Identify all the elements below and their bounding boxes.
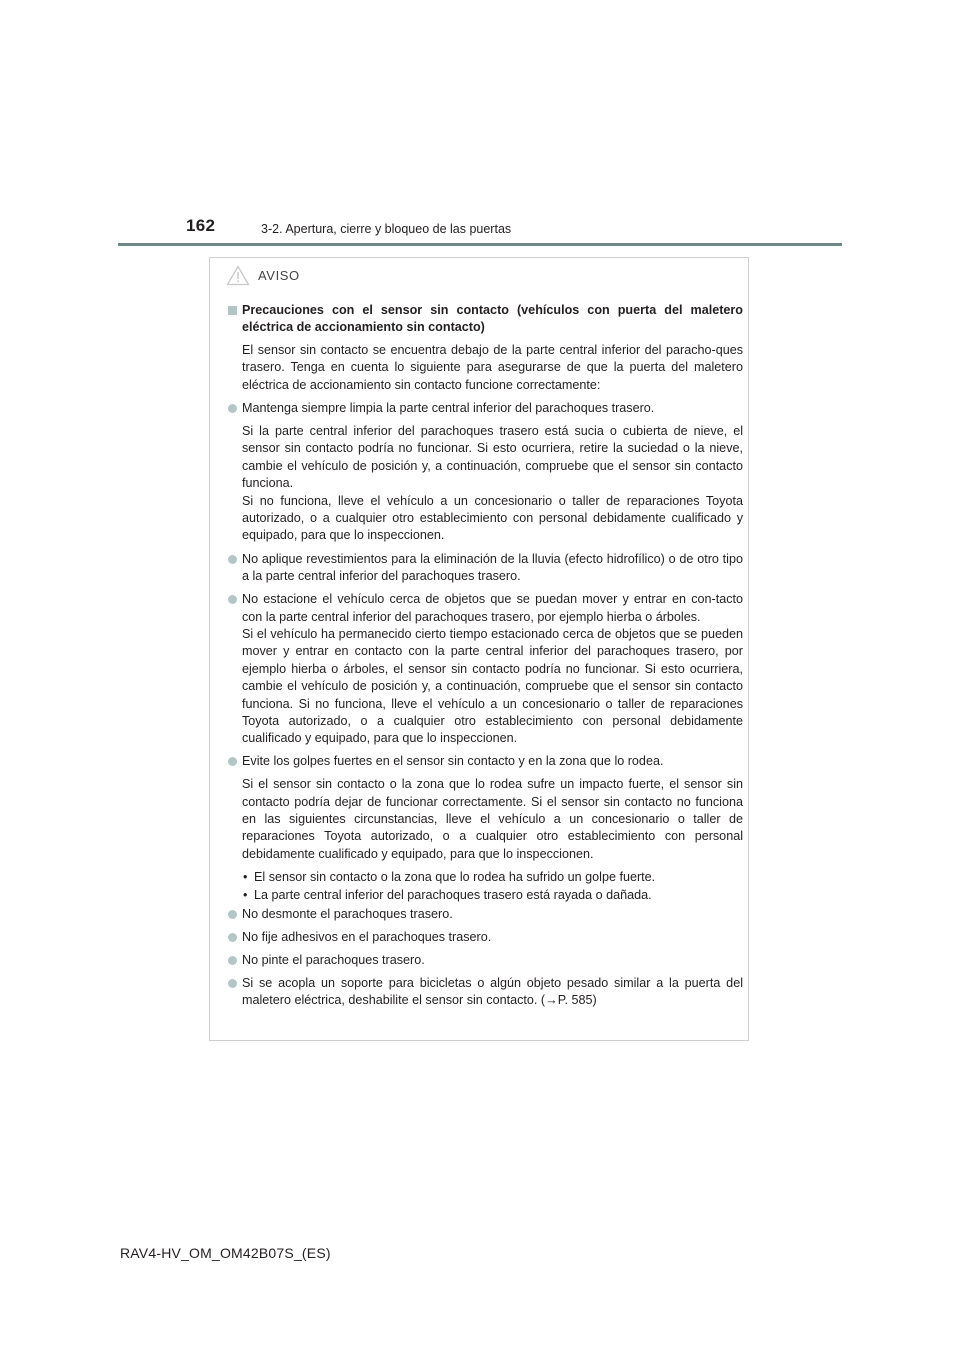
warning-triangle-icon: [226, 265, 250, 286]
warning-header: [226, 265, 300, 286]
page-reference[interactable]: P. 585): [557, 993, 597, 1008]
warning-box: [209, 257, 749, 1041]
circle-bullet-icon: [228, 404, 237, 413]
list-item: [228, 591, 743, 748]
list-item-text: Mantenga siempre limpia la parte central inferior del parachoques trasero.: [242, 401, 655, 416]
list-item-text: No fije adhesivos en el parachoques trasero.: [242, 929, 492, 944]
section-title: 3-2. Apertura, cierre y bloqueo de las puertas: [261, 222, 512, 236]
sub-list-item: • El sensor sin contacto o la zona que lo rodea ha sufrido un golpe fuerte.: [242, 869, 743, 886]
list-item: [228, 952, 743, 969]
detail-paragraph: Si el sensor sin contacto o la zona que lo rodea sufre un impacto fuerte, el sensor sin contacto podría dejar de funcionar correctamente. Si el sensor sin contacto no funciona en las siguientes circunstancias, lleve el vehículo a un concesionario o taller de reparaciones Toyota autorizado, o a cualquier otro establecimiento con personal debidamente cualificado y equipado, para que lo inspeccionen.: [242, 777, 743, 861]
list-item: [228, 551, 743, 586]
list-item-text: No aplique revestimientos para la eliminación de la lluvia (efecto hidrofílico) o de otro tipo a la parte central inferior del parachoques trasero.: [242, 551, 743, 584]
warning-label: AVISO: [258, 268, 300, 283]
list-item-detail: [228, 776, 743, 863]
circle-bullet-icon: [228, 956, 237, 965]
header-rule: [118, 243, 842, 246]
circle-bullet-icon: [228, 757, 237, 766]
list-item-text: No estacione el vehículo cerca de objetos que se puedan mover y entrar en con-tacto con la parte central inferior del parachoques trasero, por ejemplo hierba o árboles.: [242, 592, 743, 624]
list-item-text: No pinte el parachoques trasero.: [242, 952, 425, 967]
detail-paragraph: Si la parte central inferior del parachoques trasero está sucia o cubierta de nieve, el sensor sin contacto podría no funcionar. Si esto ocurriera, retire la suciedad o la nieve, cambie el vehículo de posición y, a continuación, compruebe que el sensor sin contacto funciona.: [242, 423, 743, 491]
sub-list: [228, 869, 743, 904]
detail-paragraph: Si no funciona, lleve el vehículo a un concesionario o taller de reparaciones Toyota autorizado, o a cualquier otro establecimiento con personal debidamente cualificado y equipado, para que lo inspeccionen.: [242, 493, 743, 543]
manual-code: RAV4-HV_OM_OM42B07S_(ES): [120, 1245, 331, 1261]
circle-bullet-icon: [228, 933, 237, 942]
warning-heading: [228, 302, 743, 337]
list-item-detail: [228, 423, 743, 545]
warning-content: [228, 302, 743, 1015]
list-item-text: Si se acopla un soporte para bicicletas o algún objeto pesado similar a la puerta del maletero eléctrica, deshabilite el sensor sin contacto. (: [242, 975, 743, 1008]
page-reference-arrow-icon: →: [545, 993, 558, 1008]
list-item: [228, 753, 743, 770]
list-item-text: No desmonte el parachoques trasero.: [242, 907, 453, 921]
circle-bullet-icon: [228, 555, 237, 564]
list-item-text: Evite los golpes fuertes en el sensor sin contacto y en la zona que lo rodea.: [242, 754, 664, 769]
list-item: [228, 929, 743, 946]
circle-bullet-icon: [228, 595, 237, 604]
circle-bullet-icon: [228, 979, 237, 988]
page-number: 162: [186, 216, 216, 235]
list-item-text: Si el vehículo ha permanecido cierto tiempo estacionado cerca de objetos que se pueden mover y entrar en contacto con la parte central inferior del parachoques trasero, por ejemplo hierba o árboles, el sensor sin contacto podría no funcionar. Si esto ocurriera, cambie el vehículo de posición y, a continuación, compruebe que el sensor sin contacto funciona. Si no funciona, lleve el vehículo a un concesionario o taller de reparaciones Toyota autorizado, o a cualquier otro establecimiento con personal debidamente cualificado y equipado, para que lo inspeccionen.: [242, 626, 743, 746]
list-item: [228, 400, 743, 417]
list-item: [228, 975, 743, 1010]
list-item: [228, 906, 743, 923]
circle-bullet-icon: [228, 910, 237, 919]
sub-list-item: • La parte central inferior del parachoques trasero está rayada o dañada.: [242, 887, 743, 904]
square-bullet-icon: [228, 306, 237, 315]
intro-paragraph: El sensor sin contacto se encuentra debajo de la parte central inferior del paracho-ques trasero. Tenga en cuenta lo siguiente para asegurarse de que la puerta del maletero eléctrica de accionamiento sin contacto funcione correctamente:: [242, 342, 743, 392]
heading-text: Precauciones con el sensor sin contacto (vehículos con puerta del maletero eléctrica de accionamiento sin contacto): [242, 303, 743, 335]
